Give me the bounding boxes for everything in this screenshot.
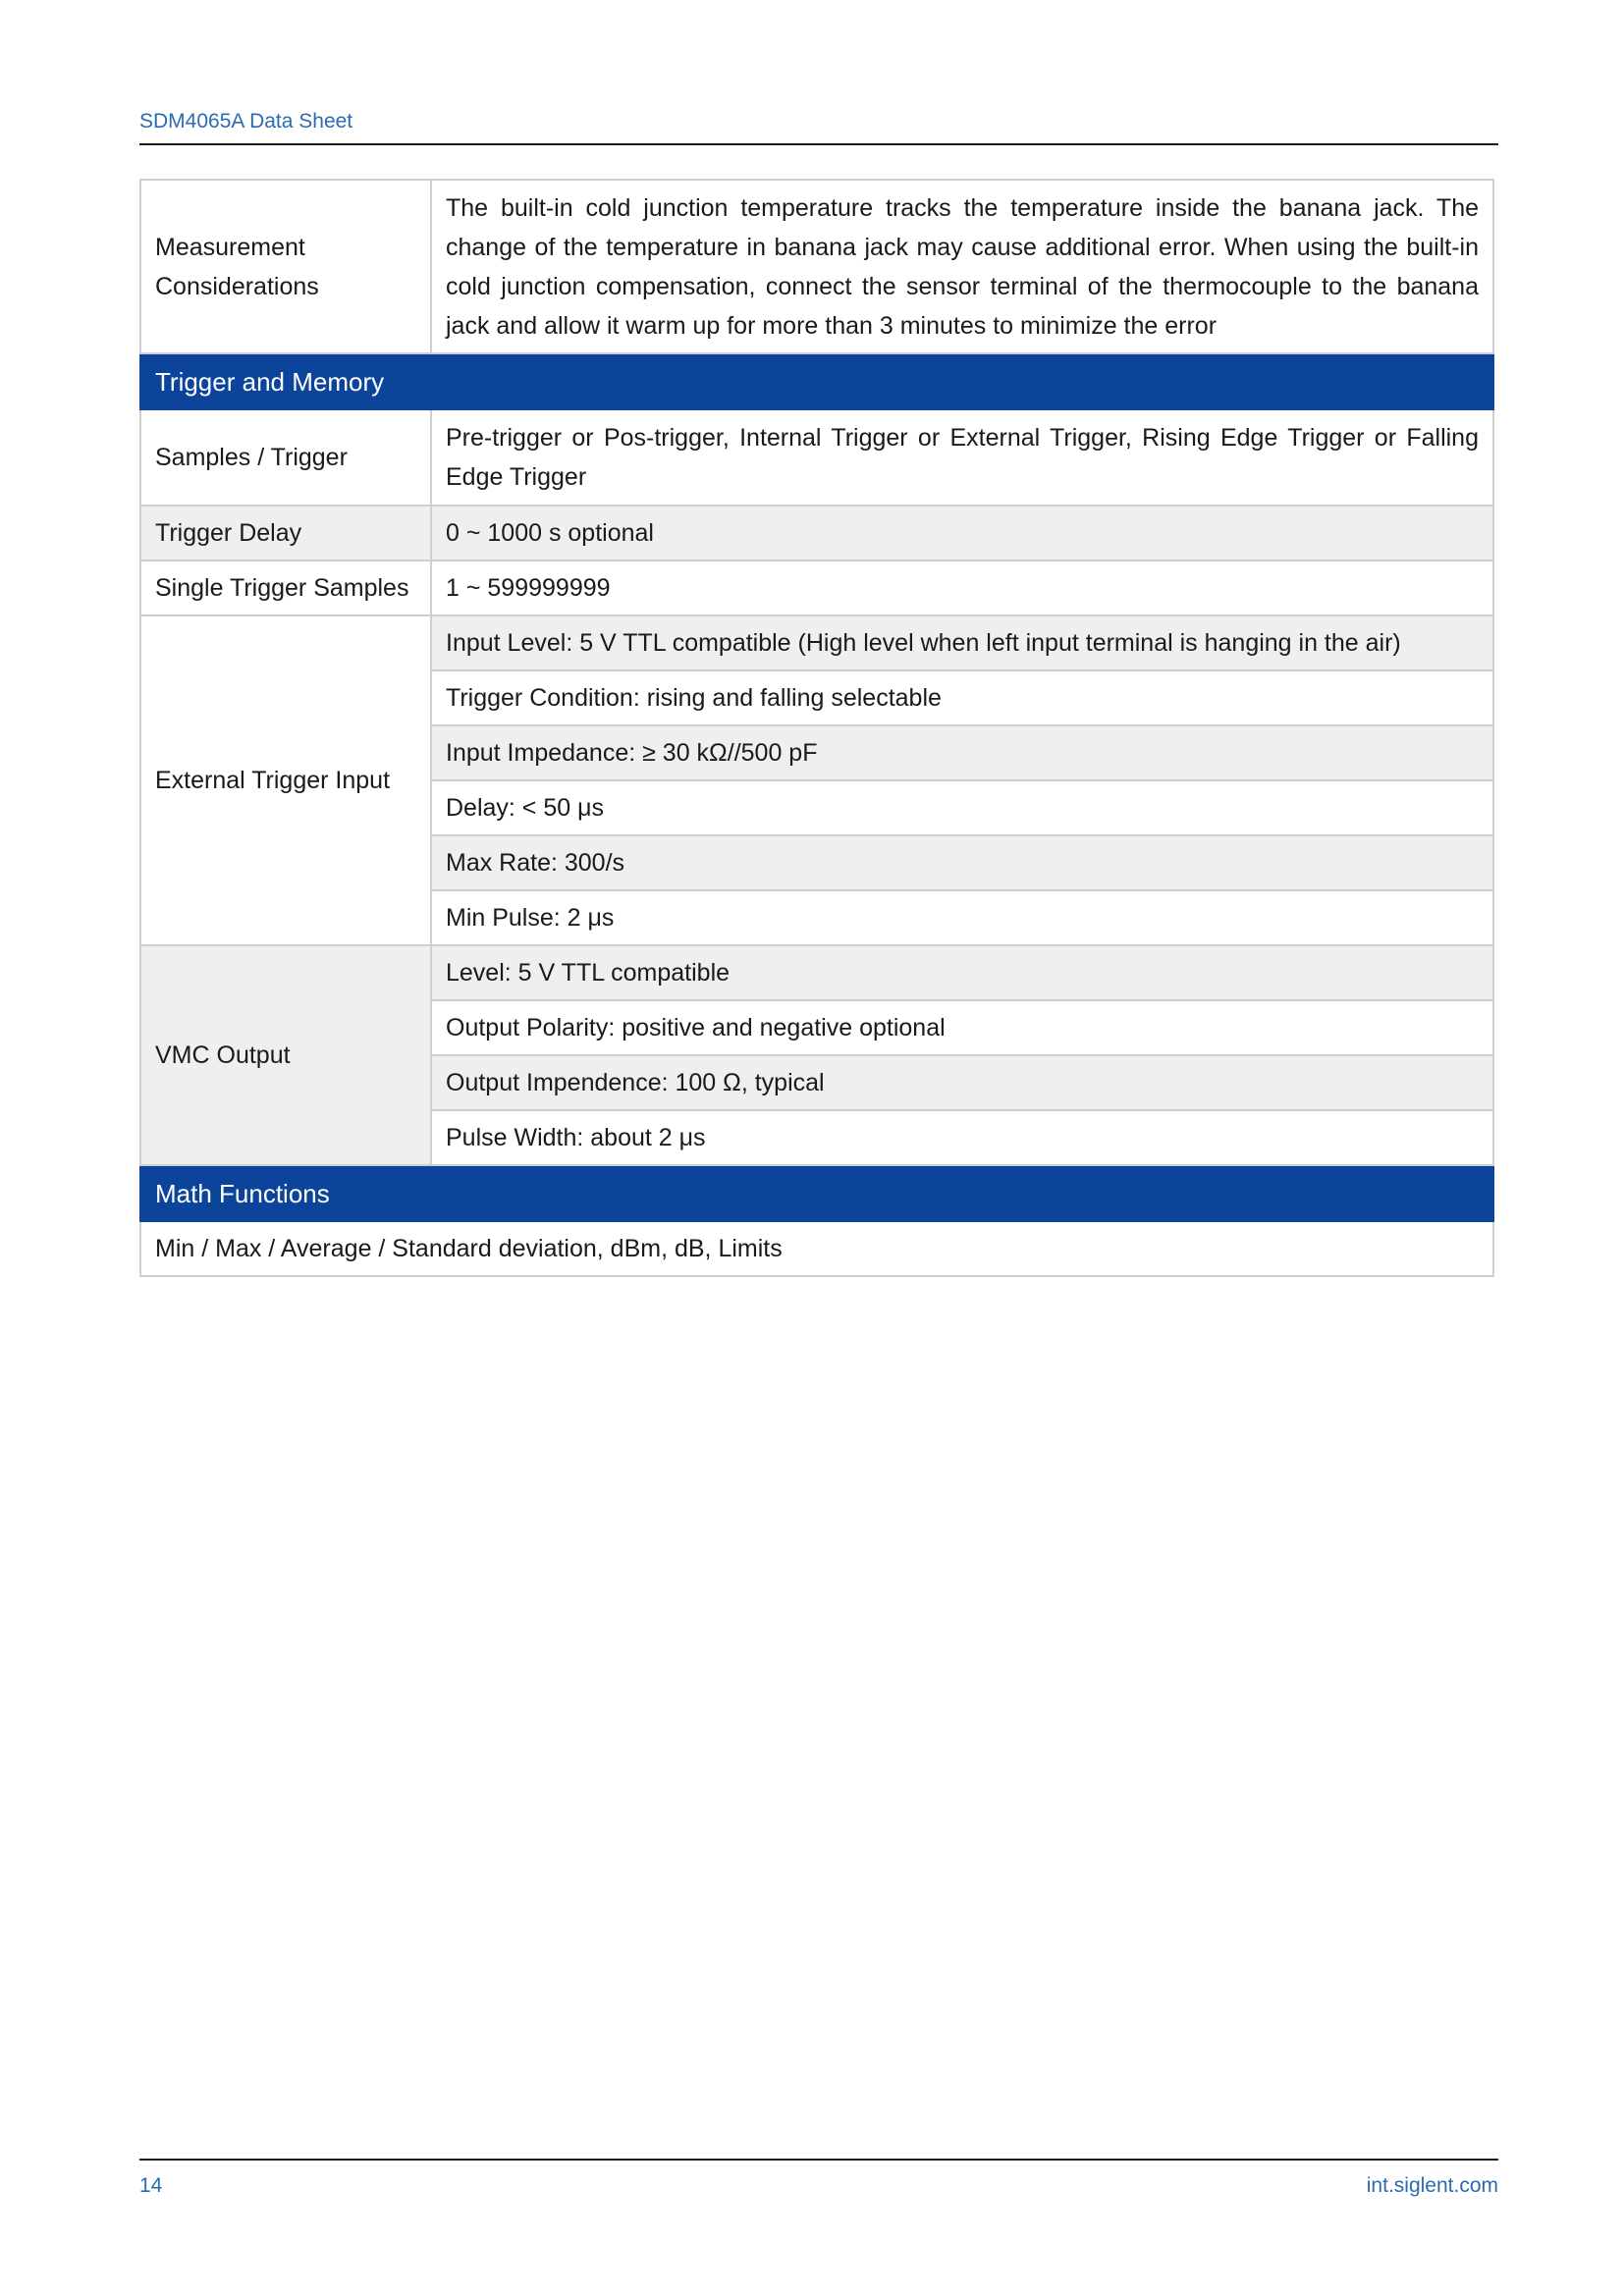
vmc-output-item: Output Polarity: positive and negative optional bbox=[431, 1000, 1493, 1055]
row-value-single-trigger-samples: 1 ~ 599999999 bbox=[431, 561, 1493, 615]
row-value-trigger-delay: 0 ~ 1000 s optional bbox=[431, 506, 1493, 561]
row-label-external-trigger: External Trigger Input bbox=[140, 615, 431, 945]
vmc-output-item: Level: 5 V TTL compatible bbox=[431, 945, 1493, 1000]
external-trigger-item: Delay: < 50 μs bbox=[431, 780, 1493, 835]
section-header-trigger-memory bbox=[140, 353, 1493, 409]
external-trigger-item: Min Pulse: 2 μs bbox=[431, 890, 1493, 945]
table-row bbox=[140, 561, 1493, 615]
row-value-measurement: The built-in cold junction temperature tracks the temperature inside the banana jack. The change of the temperature in banana jack may cause additional error. When using the built-in cold junction compensation, connect the sensor terminal of the thermocouple to the banana jack and allow it warm up for more than 3 minutes to minimize the error bbox=[431, 180, 1493, 353]
table-row bbox=[140, 409, 1493, 506]
row-value-math-functions: Min / Max / Average / Standard deviation, dBm, dB, Limits bbox=[140, 1221, 1493, 1276]
external-trigger-item: Input Impedance: ≥ 30 kΩ//500 pF bbox=[431, 725, 1493, 780]
row-label-trigger-delay: Trigger Delay bbox=[140, 506, 431, 561]
row-label-vmc-output: VMC Output bbox=[140, 945, 431, 1165]
website-link[interactable]: int.siglent.com bbox=[1366, 2174, 1498, 2197]
table-row bbox=[140, 615, 1493, 670]
row-label-samples-trigger: Samples / Trigger bbox=[140, 409, 431, 506]
page-number: 14 bbox=[139, 2174, 163, 2197]
vmc-output-item: Pulse Width: about 2 μs bbox=[431, 1110, 1493, 1165]
table-row bbox=[140, 945, 1493, 1000]
table-row bbox=[140, 1221, 1493, 1276]
spec-table bbox=[139, 179, 1494, 1277]
page-header bbox=[139, 108, 1498, 145]
row-value-samples-trigger: Pre-trigger or Pos-trigger, Internal Trigger or External Trigger, Rising Edge Trigger or Falling Edge Trigger bbox=[431, 409, 1493, 506]
table-row bbox=[140, 506, 1493, 561]
page-footer bbox=[139, 2159, 1498, 2200]
row-label-measurement: Measurement Considerations bbox=[140, 180, 431, 353]
external-trigger-item: Trigger Condition: rising and falling selectable bbox=[431, 670, 1493, 725]
section-title: Trigger and Memory bbox=[140, 353, 1493, 409]
external-trigger-item: Input Level: 5 V TTL compatible (High level when left input terminal is hanging in the air) bbox=[431, 615, 1493, 670]
external-trigger-item: Max Rate: 300/s bbox=[431, 835, 1493, 890]
table-row bbox=[140, 180, 1493, 353]
document-title: SDM4065A Data Sheet bbox=[139, 110, 353, 133]
row-label-single-trigger-samples: Single Trigger Samples bbox=[140, 561, 431, 615]
vmc-output-item: Output Impendence: 100 Ω, typical bbox=[431, 1055, 1493, 1110]
section-title: Math Functions bbox=[140, 1165, 1493, 1221]
section-header-math-functions bbox=[140, 1165, 1493, 1221]
